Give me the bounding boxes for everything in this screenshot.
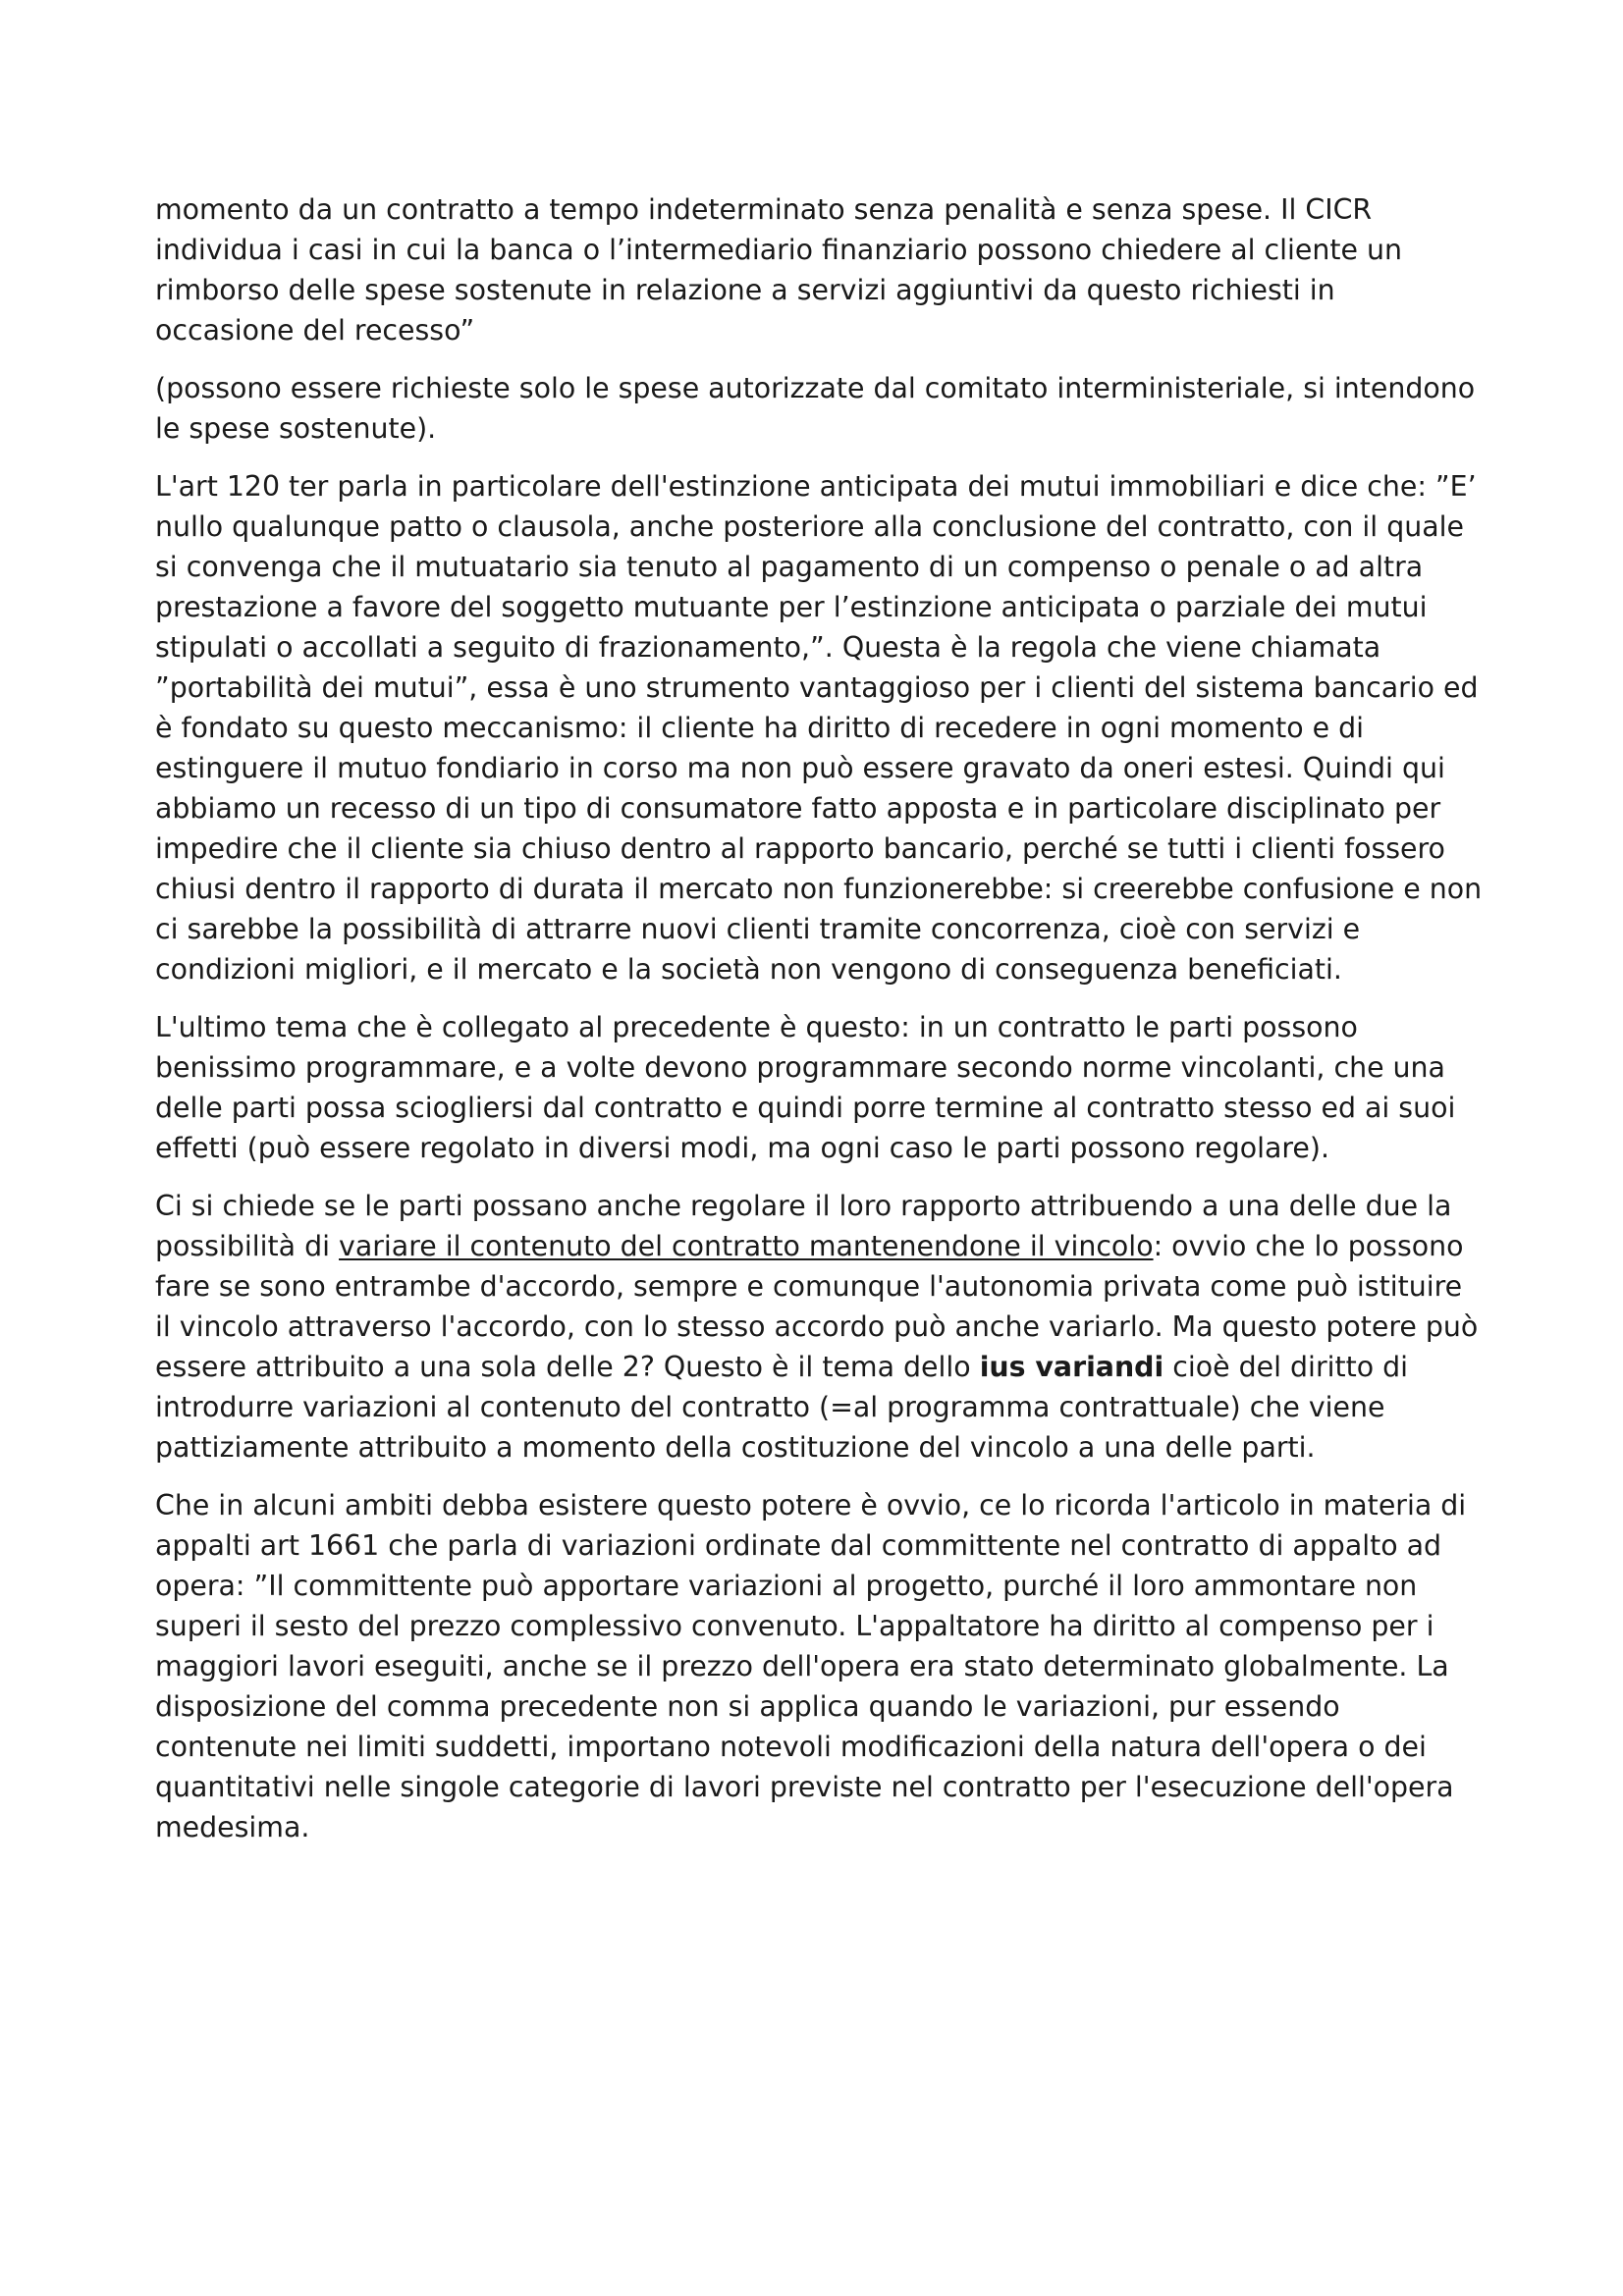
paragraph-4 (155, 1007, 1483, 1168)
paragraph-5-text-a: Ci si chiede se le parti possano anche regolare il loro rapporto attribuendo a una delle due la possibilità di (155, 1190, 1452, 1262)
paragraph-6 (155, 1485, 1483, 1847)
paragraph-5-text-b: : ovvio che lo possono fare se sono entrambe d'accordo, sempre e comunque l'autonomia privata come può istituire il vincolo attraverso l'accordo, con lo stesso accordo può anche variarlo. Ma questo potere può essere attribuito a una sola delle 2? Questo è il tema dello (155, 1230, 1479, 1383)
underlined-phrase: variare il contenuto del contratto mantenendone il vincolo (339, 1230, 1154, 1262)
paragraph-6-text: Che in alcuni ambiti debba esistere questo potere è ovvio, ce lo ricorda l'articolo in materia di appalti art 1661 che parla di variazioni ordinate dal committente nel contratto di appalto ad opera: ”Il committente può apportare variazioni al progetto, purché il loro ammontare non superi il sesto del prezzo complessivo convenuto. L'appaltatore ha diritto al compenso per i maggiori lavori eseguiti, anche se il prezzo dell'opera era stato determinato globalmente. La disposizione del comma precedente non si applica quando le variazioni, pur essendo contenute nei limiti suddetti, importano notevoli modificazioni della natura dell'opera o dei quantitativi nelle singole categorie di lavori previste nel contratto per l'esecuzione dell'opera medesima. (155, 1489, 1467, 1843)
bold-term-ius-variandi: ius variandi (979, 1351, 1164, 1383)
paragraph-5 (155, 1186, 1483, 1468)
paragraph-1 (155, 189, 1483, 350)
paragraph-3-text: L'art 120 ter parla in particolare dell'estinzione anticipata dei mutui immobiliari e dice che: ”E’ nullo qualunque patto o clausola, anche posteriore alla conclusione del contratto, con il quale si convenga che il mutuatario sia tenuto al pagamento di un compenso o penale o ad altra prestazione a favore del soggetto mutuante per l’estinzione anticipata o parziale dei mutui stipulati o accollati a seguito di frazionamento,”. Questa è la regola che viene chiamata ”portabilità dei mutui”, essa è uno strumento vantaggioso per i clienti del sistema bancario ed è fondato su questo meccanismo: il cliente ha diritto di recedere in ogni momento e di estinguere il mutuo fondiario in corso ma non può essere gravato da oneri estesi. Quindi qui abbiamo un recesso di un tipo di consumatore fatto apposta e in particolare disciplinato per impedire che il cliente sia chiuso dentro al rapporto bancario, perché se tutti i clienti fossero chiusi dentro il rapporto di durata il mercato non funzionerebbe: si creerebbe confusione e non ci sarebbe la possibilità di attrarre nuovi clienti tramite concorrenza, cioè con servizi e condizioni migliori, e il mercato e la società non vengono di conseguenza beneficiati. (155, 470, 1483, 986)
paragraph-5-text-c: cioè del diritto di introdurre variazioni al contenuto del contratto (=al programma contrattuale) che viene pattiziamente attribuito a momento della costituzione del vincolo a una delle parti. (155, 1351, 1409, 1464)
paragraph-4-text: L'ultimo tema che è collegato al precedente è questo: in un contratto le parti possono benissimo programmare, e a volte devono programmare secondo norme vincolanti, che una delle parti possa sciogliersi dal contratto e quindi porre termine al contratto stesso ed ai suoi effetti (può essere regolato in diversi modi, ma ogni caso le parti possono regolare). (155, 1011, 1456, 1164)
document-page (155, 189, 1483, 1865)
paragraph-1-text: momento da un contratto a tempo indeterminato senza penalità e senza spese. Il CICR individua i casi in cui la banca o l’intermediario finanziario possono chiedere al cliente un rimborso delle spese sostenute in relazione a servizi aggiuntivi da questo richiesti in occasione del recesso” (155, 193, 1402, 347)
paragraph-3 (155, 466, 1483, 989)
paragraph-2-text: (possono essere richieste solo le spese autorizzate dal comitato interministeriale, si intendono le spese sostenute). (155, 372, 1476, 445)
paragraph-2 (155, 368, 1483, 449)
